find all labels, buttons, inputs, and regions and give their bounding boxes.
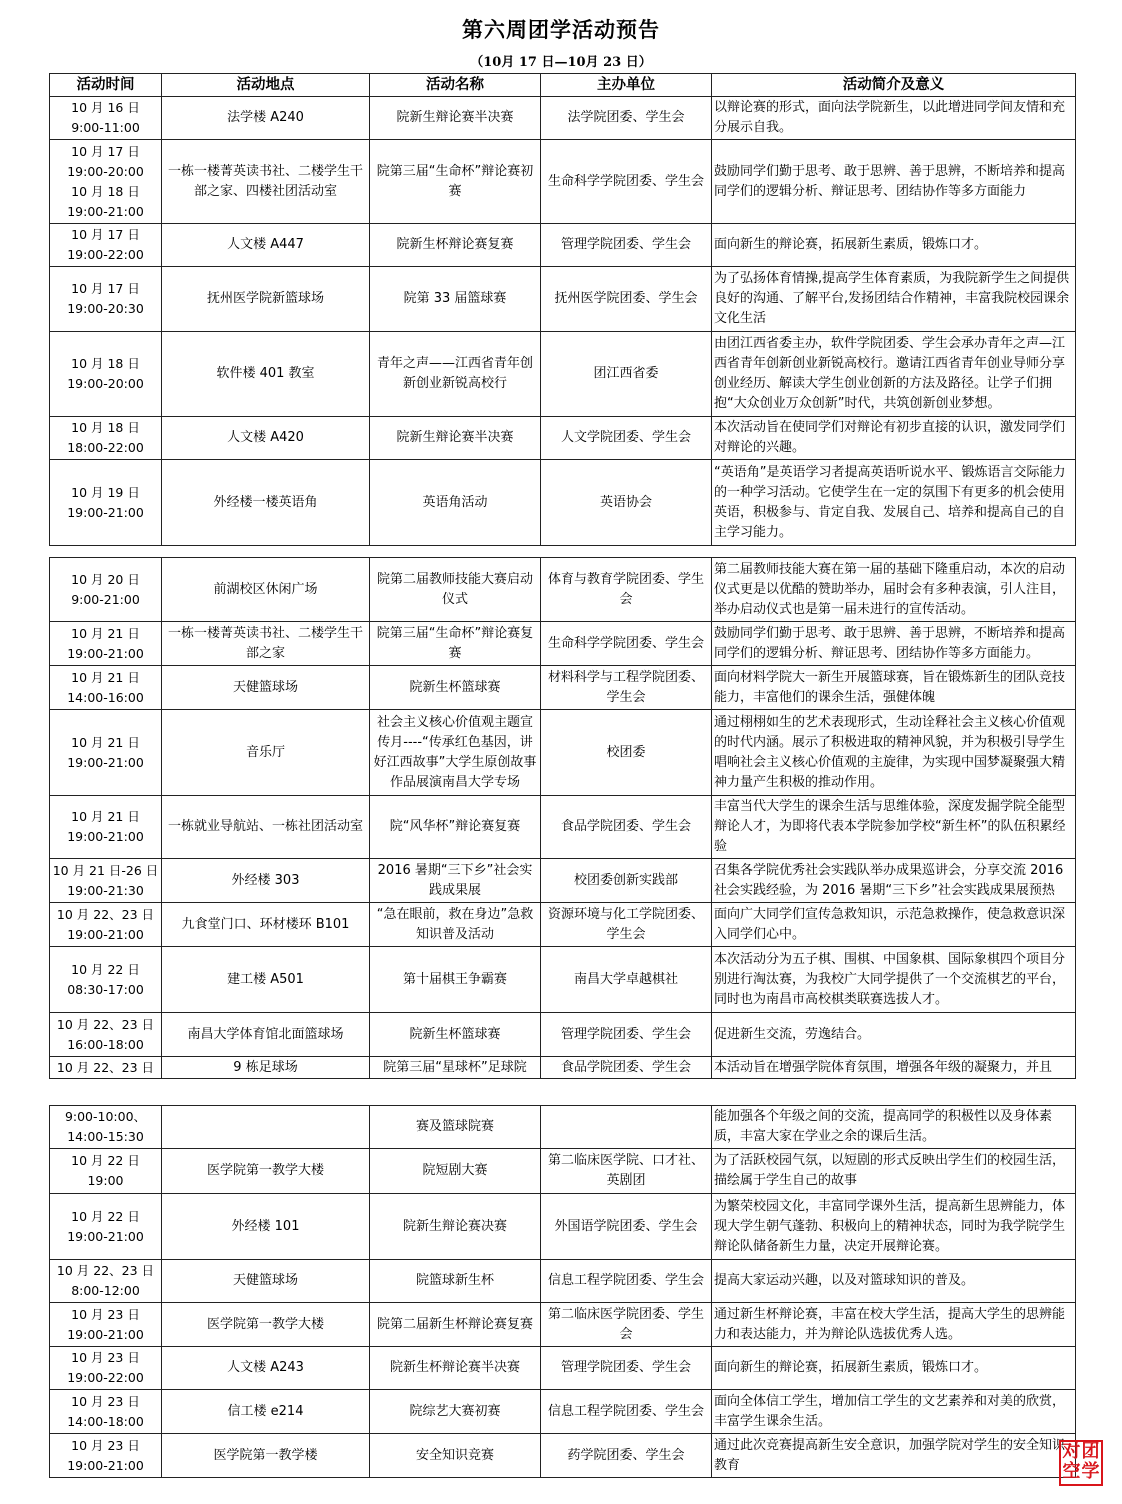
table-row xyxy=(50,1194,1076,1260)
time-line: 10 月 18 日 xyxy=(71,356,140,371)
cell-place: 外经楼 303 xyxy=(162,859,370,903)
cell-time xyxy=(50,859,162,903)
time-line: 10 月 18 日 xyxy=(71,420,140,435)
table-row xyxy=(50,1013,1076,1057)
cell-activity-name: 院第二届新生杯辩论赛复赛 xyxy=(370,1303,541,1347)
cell-time xyxy=(50,1057,162,1079)
cell-organizer: 生命科学学院团委、学生会 xyxy=(541,622,712,666)
table-row xyxy=(50,710,1076,796)
time-line: 10 月 22、23 日 xyxy=(56,1016,155,1032)
cell-activity-name: 院新生辩论赛决赛 xyxy=(370,1194,541,1260)
stamp-char: 对 xyxy=(1062,1441,1081,1462)
cell-description: 本活动旨在增强学院体育氛围，增强各年级的凝聚力，并且 xyxy=(712,1057,1076,1079)
table-row xyxy=(50,224,1076,267)
cell-time xyxy=(50,332,162,417)
time-line: 19:00-21:30 xyxy=(67,882,144,898)
cell-organizer: 管理学院团委、学生会 xyxy=(541,1013,712,1057)
schedule-table-part-3 xyxy=(49,1105,1076,1478)
cell-description: 第二届教师技能大赛在第一届的基础下隆重启动，本次的启动仪式更是以优酷的赞助举办，届时会有多种表演，引人注目，举办启动仪式也是第一届未进行的宣传活动。 xyxy=(712,558,1076,622)
time-line: 19:00-20:30 xyxy=(67,301,144,316)
table-row xyxy=(50,796,1076,859)
time-line: 19:00-21:00 xyxy=(67,645,144,661)
cell-place: 抚州医学院新篮球场 xyxy=(162,267,370,332)
time-line: 9:00-10:00、 xyxy=(64,1109,147,1124)
table-row xyxy=(50,1434,1076,1478)
time-line: 19:00-21:00 xyxy=(67,1228,144,1244)
table-row xyxy=(50,1303,1076,1347)
cell-organizer: 食品学院团委、学生会 xyxy=(541,796,712,859)
time-line: 10 月 21 日-26 日 xyxy=(52,862,159,878)
table-row xyxy=(50,622,1076,666)
cell-organizer: 第二临床医学院团委、学生会 xyxy=(541,1303,712,1347)
cell-place: 法学楼 A240 xyxy=(162,97,370,140)
cell-place: 9 栋足球场 xyxy=(162,1057,370,1079)
cell-description: 鼓励同学们勤于思考、敢于思辨、善于思辨，不断培养和提高同学们的逻辑分析、辩证思考、团结协作等多方面能力 xyxy=(712,140,1076,224)
time-line: 08:30-17:00 xyxy=(67,981,144,997)
time-line: 10 月 22 日 xyxy=(71,961,140,977)
cell-activity-name: 英语角活动 xyxy=(370,460,541,546)
cell-time xyxy=(50,1194,162,1260)
time-line: 10 月 19 日 xyxy=(71,484,140,500)
cell-activity-name: 院新生辩论赛半决赛 xyxy=(370,417,541,460)
page-subtitle: （10月 17 日—10月 23 日） xyxy=(470,55,652,70)
table-row xyxy=(50,97,1076,140)
table-row xyxy=(50,1149,1076,1194)
cell-description: 本次活动旨在使同学们对辩论有初步直接的认识，激发同学们对辩论的兴趣。 xyxy=(712,417,1076,460)
cell-organizer xyxy=(541,1106,712,1149)
time-line: 19:00-21:00 xyxy=(67,203,144,219)
table-header-row xyxy=(50,74,1076,97)
time-line: 10 月 17 日 xyxy=(71,227,140,242)
time-line: 19:00-22:00 xyxy=(67,1370,144,1385)
stamp-char: 空 xyxy=(1062,1461,1081,1482)
cell-description: 面向新生的辩论赛，拓展新生素质，锻炼口才。 xyxy=(712,1347,1076,1390)
cell-description: 召集各学院优秀社会实践队举办成果巡讲会，分享交流 2016 社会实践经验，为 2016 暑期“三下乡”社会实践成果展预热 xyxy=(712,859,1076,903)
cell-description: 促进新生交流，劳逸结合。 xyxy=(712,1013,1076,1057)
cell-description: 面向广大同学们宣传急救知识，示范急救操作，使急救意识深入同学们心中。 xyxy=(712,903,1076,947)
time-line: 19:00-21:00 xyxy=(67,504,144,520)
cell-description: 面向新生的辩论赛，拓展新生素质，锻炼口才。 xyxy=(712,224,1076,267)
cell-description: 提高大家运动兴趣，以及对篮球知识的普及。 xyxy=(712,1260,1076,1303)
cell-organizer: 团江西省委 xyxy=(541,332,712,417)
time-line: 10 月 21 日 xyxy=(71,669,140,685)
cell-time xyxy=(50,710,162,796)
time-line: 9:00-21:00 xyxy=(71,591,140,607)
cell-organizer: 管理学院团委、学生会 xyxy=(541,224,712,267)
cell-time xyxy=(50,558,162,622)
cell-description: 面向全体信工学生，增加信工学生的文艺素养和对美的欣赏，丰富学生课余生活。 xyxy=(712,1390,1076,1434)
cell-time xyxy=(50,1106,162,1149)
cell-time xyxy=(50,622,162,666)
cell-time xyxy=(50,224,162,267)
time-line: 14:00-15:30 xyxy=(67,1129,144,1144)
cell-description: 通过栩栩如生的艺术表现形式，生动诠释社会主义核心价值观的时代内涵。展示了积极进取的精神风貌，并为积极引导学生唱响社会主义核心价值观的主旋律，为实现中国梦凝聚强大精神力量产生积极的推动作用。 xyxy=(712,710,1076,796)
cell-description: 以辩论赛的形式，面向法学院新生，以此增进同学间友情和充分展示自我。 xyxy=(712,97,1076,140)
cell-time xyxy=(50,460,162,546)
cell-time xyxy=(50,1013,162,1057)
time-line: 10 月 22、23 日 xyxy=(56,1263,155,1278)
cell-place: 软件楼 401 教室 xyxy=(162,332,370,417)
cell-description: 为了弘扬体育情操,提高学生体育素质，为我院新学生之间提供良好的沟通、了解平台,发扬团结合作精神，丰富我院校园课余文化生活 xyxy=(712,267,1076,332)
cell-organizer: 第二临床医学院、口才社、英剧团 xyxy=(541,1149,712,1194)
cell-activity-name: 青年之声——江西省青年创新创业新锐高校行 xyxy=(370,332,541,417)
cell-organizer: 材料科学与工程学院团委、学生会 xyxy=(541,666,712,710)
time-line: 14:00-18:00 xyxy=(67,1413,144,1429)
time-line: 9:00-11:00 xyxy=(71,120,140,135)
cell-organizer: 信息工程学院团委、学生会 xyxy=(541,1390,712,1434)
cell-activity-name: 院第三届“生命杯”辩论赛初赛 xyxy=(370,140,541,224)
cell-time xyxy=(50,947,162,1013)
cell-place: 医学院第一教学楼 xyxy=(162,1434,370,1478)
time-line: 19:00-21:00 xyxy=(67,1457,144,1473)
cell-time xyxy=(50,97,162,140)
time-line: 10 月 21 日 xyxy=(71,734,140,750)
cell-time xyxy=(50,903,162,947)
cell-description: 通过此次竞赛提高新生安全意识，加强学院对学生的安全知识教育 xyxy=(712,1434,1076,1478)
time-line: 19:00 xyxy=(87,1173,124,1188)
cell-activity-name: 院第二届教师技能大赛启动仪式 xyxy=(370,558,541,622)
time-line: 10 月 23 日 xyxy=(71,1350,140,1365)
table-row xyxy=(50,417,1076,460)
cell-place: 天健篮球场 xyxy=(162,666,370,710)
time-line: 10 月 22、23 日 xyxy=(56,1059,155,1075)
time-line: 10 月 23 日 xyxy=(71,1306,140,1322)
cell-organizer: 英语协会 xyxy=(541,460,712,546)
cell-description: 能加强各个年级之间的交流，提高同学的积极性以及身体素质，丰富大家在学业之余的课后生活。 xyxy=(712,1106,1076,1149)
table-row xyxy=(50,666,1076,710)
cell-place: 南昌大学体育馆北面篮球场 xyxy=(162,1013,370,1057)
cell-place xyxy=(162,1106,370,1149)
time-line: 10 月 22、23 日 xyxy=(56,906,155,922)
table-row xyxy=(50,903,1076,947)
cell-activity-name: 院新生杯辩论赛半决赛 xyxy=(370,1347,541,1390)
cell-place: 音乐厅 xyxy=(162,710,370,796)
page-title: 第六周团学活动预告 xyxy=(462,17,660,42)
cell-organizer: 外国语学院团委、学生会 xyxy=(541,1194,712,1260)
cell-place: 外经楼 101 xyxy=(162,1194,370,1260)
time-line: 10 月 23 日 xyxy=(71,1393,140,1409)
cell-time xyxy=(50,1260,162,1303)
cell-time xyxy=(50,1149,162,1194)
cell-activity-name: 院第三届“星球杯”足球院 xyxy=(370,1057,541,1079)
table-row xyxy=(50,267,1076,332)
cell-activity-name: 第十届棋王争霸赛 xyxy=(370,947,541,1013)
cell-description: 本次活动分为五子棋、围棋、中国象棋、国际象棋四个项目分别进行淘汰赛，为我校广大同学提供了一个交流棋艺的平台，同时也为南昌市高校棋类联赛选拔人才。 xyxy=(712,947,1076,1013)
cell-time xyxy=(50,417,162,460)
time-line: 8:00-12:00 xyxy=(71,1283,140,1298)
cell-activity-name: 院新生杯辩论赛复赛 xyxy=(370,224,541,267)
cell-organizer: 体育与教育学院团委、学生会 xyxy=(541,558,712,622)
cell-activity-name: 2016 暑期“三下乡”社会实践成果展 xyxy=(370,859,541,903)
time-line: 19:00-20:00 xyxy=(67,376,144,391)
cell-place: 天健篮球场 xyxy=(162,1260,370,1303)
time-line: 19:00-22:00 xyxy=(67,247,144,262)
time-line: 10 月 22 日 xyxy=(71,1153,140,1168)
time-line: 10 月 20 日 xyxy=(71,571,140,587)
table-row xyxy=(50,140,1076,224)
table-row xyxy=(50,947,1076,1013)
table-row xyxy=(50,460,1076,546)
time-line: 10 月 21 日 xyxy=(71,625,140,641)
cell-activity-name: 赛及篮球院赛 xyxy=(370,1106,541,1149)
cell-place: 医学院第一教学大楼 xyxy=(162,1149,370,1194)
time-line: 14:00-16:00 xyxy=(67,689,144,705)
cell-activity-name: 院第 33 届篮球赛 xyxy=(370,267,541,332)
cell-time xyxy=(50,1347,162,1390)
cell-place: 人文楼 A447 xyxy=(162,224,370,267)
cell-place: 一栋就业导航站、一栋社团活动室 xyxy=(162,796,370,859)
cell-activity-name: 院“风华杯”辩论赛复赛 xyxy=(370,796,541,859)
stamp-logo xyxy=(1059,1440,1103,1486)
time-line: 10 月 23 日 xyxy=(71,1437,140,1453)
cell-description: 面向材料学院大一新生开展篮球赛，旨在锻炼新生的团队竞技能力，丰富他们的课余生活，强健体魄 xyxy=(712,666,1076,710)
time-line: 10 月 22 日 xyxy=(71,1208,140,1224)
time-line: 19:00-21:00 xyxy=(67,1326,144,1342)
time-line: 16:00-18:00 xyxy=(67,1036,144,1052)
cell-time xyxy=(50,1303,162,1347)
cell-description: “英语角”是英语学习者提高英语听说水平、锻炼语言交际能力的一种学习活动。它使学生在一定的氛围下有更多的机会使用英语，积极参与、肯定自我、发展自己、培养和提高自己的自主学习能力。 xyxy=(712,460,1076,546)
cell-organizer: 管理学院团委、学生会 xyxy=(541,1347,712,1390)
cell-organizer: 抚州医学院团委、学生会 xyxy=(541,267,712,332)
cell-organizer: 资源环境与化工学院团委、学生会 xyxy=(541,903,712,947)
cell-description: 鼓励同学们勤于思考、敢于思辨、善于思辨，不断培养和提高同学们的逻辑分析、辩证思考、团结协作等多方面能力。 xyxy=(712,622,1076,666)
cell-organizer: 人文学院团委、学生会 xyxy=(541,417,712,460)
cell-time xyxy=(50,267,162,332)
cell-place: 人文楼 A243 xyxy=(162,1347,370,1390)
cell-activity-name: 院综艺大赛初赛 xyxy=(370,1390,541,1434)
stamp-char: 团 xyxy=(1081,1441,1100,1462)
table-row xyxy=(50,1390,1076,1434)
header-place: 活动地点 xyxy=(162,74,370,97)
time-line: 10 月 17 日 xyxy=(71,143,140,159)
cell-organizer: 南昌大学卓越棋社 xyxy=(541,947,712,1013)
stamp-char: 学 xyxy=(1081,1461,1100,1482)
header-desc: 活动简介及意义 xyxy=(712,74,1076,97)
cell-time xyxy=(50,140,162,224)
cell-activity-name: 院篮球新生杯 xyxy=(370,1260,541,1303)
table-row xyxy=(50,1057,1076,1079)
cell-activity-name: 社会主义核心价值观主题宣传月----“传承红色基因，讲好江西故事”大学生原创故事作品展演南昌大学专场 xyxy=(370,710,541,796)
schedule-table-part-2 xyxy=(49,557,1076,1079)
cell-organizer: 药学院团委、学生会 xyxy=(541,1434,712,1478)
cell-activity-name: 院新生辩论赛半决赛 xyxy=(370,97,541,140)
cell-description: 丰富当代大学生的课余生活与思维体验，深度发掘学院全能型辩论人才，为即将代表本学院参加学校“新生杯”的队伍积累经验 xyxy=(712,796,1076,859)
cell-place: 医学院第一教学大楼 xyxy=(162,1303,370,1347)
cell-description: 为繁荣校园文化，丰富同学课外生活，提高新生思辨能力，体现大学生朝气蓬勃、积极向上的精神状态，同时为我学院学生辩论队储备新生力量，决定开展辩论赛。 xyxy=(712,1194,1076,1260)
cell-place: 一栋一楼菁英读书社、二楼学生干部之家 xyxy=(162,622,370,666)
cell-time xyxy=(50,1434,162,1478)
time-line: 18:00-22:00 xyxy=(67,440,144,455)
cell-organizer: 法学院团委、学生会 xyxy=(541,97,712,140)
time-line: 10 月 16 日 xyxy=(71,100,140,115)
time-line: 19:00-21:00 xyxy=(67,754,144,770)
cell-activity-name: 院新生杯篮球赛 xyxy=(370,666,541,710)
cell-activity-name: 院第三届“生命杯”辩论赛复赛 xyxy=(370,622,541,666)
schedule-table-part-1 xyxy=(49,73,1076,546)
cell-organizer: 生命科学学院团委、学生会 xyxy=(541,140,712,224)
table-row xyxy=(50,1260,1076,1303)
time-line: 10 月 17 日 xyxy=(71,281,140,296)
cell-description: 由团江西省委主办，软件学院团委、学生会承办青年之声—江西省青年创新创业新锐高校行。邀请江西省青年创业导师分享创业经历、解读大学生创业创新的方法及路径。让学子们拥抱“大众创业万众创新”时代，共筑创新创业梦想。 xyxy=(712,332,1076,417)
cell-activity-name: 院新生杯篮球赛 xyxy=(370,1013,541,1057)
cell-place: 前湖校区休闲广场 xyxy=(162,558,370,622)
cell-description: 通过新生杯辩论赛，丰富在校大学生活，提高大学生的思辨能力和表达能力，并为辩论队选拔优秀人选。 xyxy=(712,1303,1076,1347)
table-row xyxy=(50,332,1076,417)
header-name: 活动名称 xyxy=(370,74,541,97)
time-line: 19:00-21:00 xyxy=(67,829,144,844)
table-row xyxy=(50,558,1076,622)
time-line: 10 月 18 日 xyxy=(71,183,140,199)
cell-organizer: 信息工程学院团委、学生会 xyxy=(541,1260,712,1303)
cell-time xyxy=(50,666,162,710)
cell-organizer: 校团委创新实践部 xyxy=(541,859,712,903)
cell-activity-name: 安全知识竞赛 xyxy=(370,1434,541,1478)
cell-activity-name: “急在眼前，救在身边”急救知识普及活动 xyxy=(370,903,541,947)
cell-place: 人文楼 A420 xyxy=(162,417,370,460)
time-line: 19:00-21:00 xyxy=(67,926,144,942)
table-row xyxy=(50,1106,1076,1149)
time-line: 19:00-20:00 xyxy=(67,163,144,179)
cell-time xyxy=(50,1390,162,1434)
cell-organizer: 食品学院团委、学生会 xyxy=(541,1057,712,1079)
table-row xyxy=(50,1347,1076,1390)
cell-organizer: 校团委 xyxy=(541,710,712,796)
cell-time xyxy=(50,796,162,859)
table-row xyxy=(50,859,1076,903)
cell-description: 为了活跃校园气氛，以短剧的形式反映出学生们的校园生活，描绘属于学生自己的故事 xyxy=(712,1149,1076,1194)
header-org: 主办单位 xyxy=(541,74,712,97)
header-time: 活动时间 xyxy=(50,74,162,97)
cell-activity-name: 院短剧大赛 xyxy=(370,1149,541,1194)
cell-place: 外经楼一楼英语角 xyxy=(162,460,370,546)
cell-place: 一栋一楼菁英读书社、二楼学生干部之家、四楼社团活动室 xyxy=(162,140,370,224)
time-line: 10 月 21 日 xyxy=(71,809,140,824)
cell-place: 九食堂门口、环材楼环 B101 xyxy=(162,903,370,947)
cell-place: 建工楼 A501 xyxy=(162,947,370,1013)
cell-place: 信工楼 e214 xyxy=(162,1390,370,1434)
